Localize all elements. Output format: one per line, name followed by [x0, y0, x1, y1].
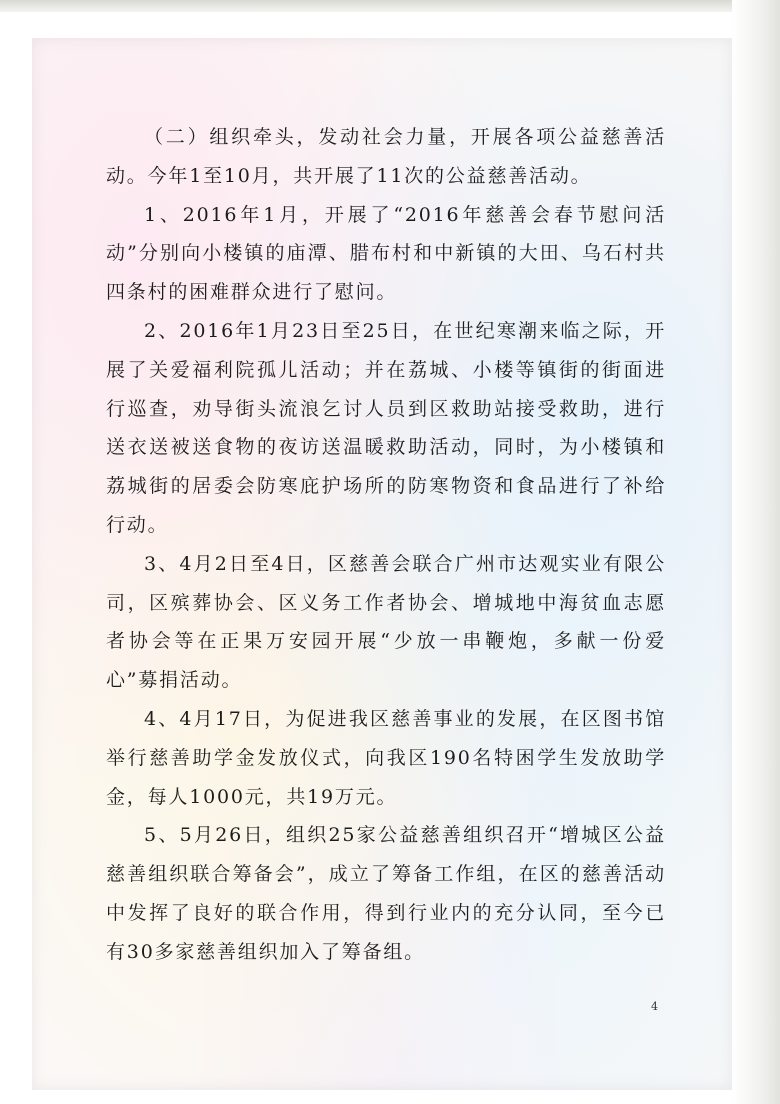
- document-body: [106, 118, 666, 972]
- scan-background-right: [732, 0, 780, 1104]
- scan-background-top: [0, 0, 780, 12]
- paragraph-item-2: 2、2016年1月23日至25日，在世纪寒潮来临之际，开展了关爱福利院孤儿活动；并在荔城、小楼等镇街的街面进行巡查，劝导街头流浪乞讨人员到区救助站接受救助，进行送衣送被送食物的夜访送温暖救助活动，同时，为小楼镇和荔城街的居委会防寒庇护场所的防寒物资和食品进行了补给行动。: [106, 319, 666, 536]
- paragraph-item-3: 3、4月2日至4日，区慈善会联合广州市达观实业有限公司，区殡葬协会、区义务工作者协会、增城地中海贫血志愿者协会等在正果万安园开展“少放一串鞭炮，多献一份爱心”募捐活动。: [106, 552, 666, 692]
- paragraph-item-5: 5、5月26日，组织25家公益慈善组织召开“增城区公益慈善组织联合筹备会”，成立了筹备工作组，在区的慈善活动中发挥了良好的联合作用，得到行业内的充分认同，至今已有30多家慈善组织加入了筹备组。: [106, 824, 666, 963]
- paragraph-item-4: 4、4月17日，为促进我区慈善事业的发展，在区图书馆举行慈善助学金发放仪式，向我区190名特困学生发放助学金，每人1000元，共19万元。: [106, 707, 666, 808]
- page-number: 4: [651, 1000, 658, 1013]
- paragraph-item-1: 1、2016年1月，开展了“2016年慈善会春节慰问活动”分别向小楼镇的庙潭、腊布村和中新镇的大田、乌石村共四条村的困难群众进行了慰问。: [106, 203, 666, 304]
- paragraph-section-two: （二）组织牵头，发动社会力量，开展各项公益慈善活动。今年1至10月，共开展了11次的公益慈善活动。: [106, 126, 666, 187]
